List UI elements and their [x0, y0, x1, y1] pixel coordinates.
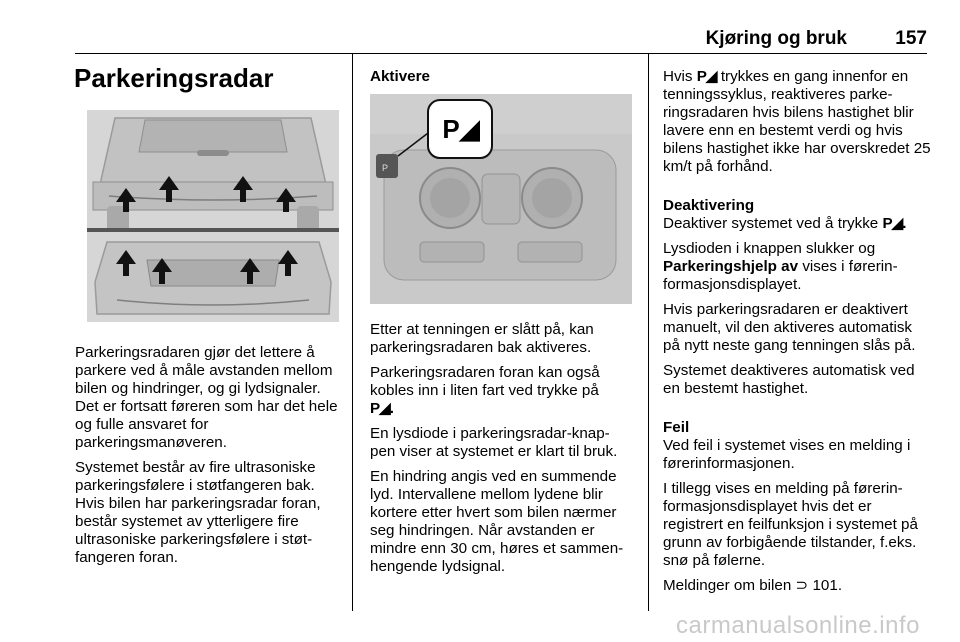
parking-symbol: P◢. [882, 215, 906, 232]
manual-deactivation-paragraph: Hvis parkeringsradaren er deaktivert manuelt, vil den aktiveres automatisk på nytt neste gang tenningen slås på. [663, 301, 916, 354]
reactivate-pre: Hvis [663, 68, 693, 85]
front-radar-paragraph [370, 364, 635, 418]
front-radar-text: Parkeringsradaren foran kan også kobles inn i liten fart ved trykke på [370, 364, 600, 399]
messages-reference: Meldinger om bilen ⊃ 101. [663, 577, 843, 594]
auto-deactivation-paragraph: Systemet deaktiveres automatisk ved en bestemt hastighet. [663, 362, 915, 397]
led-off-post: vises i førerin-formasjonsdisplayet. [663, 258, 898, 293]
heading-aktivere: Aktivere [370, 68, 430, 85]
dashboard-button-illustration [370, 94, 632, 304]
column-2 [370, 321, 635, 583]
intro-paragraph: Parkeringsradaren gjør det lettere å parkere ved å måle avstanden mellom bilen og hindringer, og gi lydsignaler. Det er fortsatt føreren som har det hele og fulle ansvaret for parkeringsmanøveren. [75, 344, 338, 451]
bumper-sensor-drawing [87, 110, 339, 322]
heading-feil: Feil [663, 419, 690, 436]
page-number: 157 [895, 28, 927, 49]
column-3 [663, 68, 931, 602]
led-off-pre: Lysdioden i knappen slukker og [663, 240, 876, 257]
parking-button-callout: P◢ [442, 114, 480, 144]
activation-paragraph: Etter at tenningen er slått på, kan parkeringsradaren bak aktiveres. [370, 321, 594, 356]
system-paragraph: Systemet består av fire ultrasoniske parkeringsfølere i støtfangeren bak. Hvis bilen har parkeringsradar foran, består systemet av ytterligere fire ultrasoniske parkeringsfølere i støt-fangeren foran. [75, 459, 321, 566]
heading-deaktivering: Deaktivering [663, 197, 755, 214]
reactivate-post: trykkes en gang innenfor en tenningssyklus, reaktiveres parke-ringsradaren hvis bilens hastighet blir lavere enn en bestemt verdi og hvis bilens hastighet ikke har overskredet 25 km/t på forhånd. [663, 68, 931, 175]
parking-symbol: P◢ [696, 68, 717, 85]
led-off-paragraph [663, 240, 931, 294]
column-1 [75, 344, 345, 574]
bumper-sensor-illustration [87, 110, 339, 322]
watermark: carmanualsonline.info [676, 612, 920, 639]
page-header [75, 28, 927, 50]
parking-off-message: Parkeringshjelp av [663, 258, 799, 275]
header-title: Kjøring og bruk [705, 28, 847, 49]
parking-symbol: P◢. [370, 400, 394, 417]
deactivate-text: Deaktiver systemet ved å trykke [663, 215, 879, 232]
reactivate-paragraph [663, 68, 931, 176]
svg-text:P: P [382, 163, 389, 173]
column-divider-2 [648, 54, 649, 611]
buzzer-paragraph: En hindring angis ved en summende lyd. Intervallene mellom lydene blir kortere etter hvert som bilen nærmer seg hindringen. Når avstanden er mindre enn 30 cm, høres et sammen-hengende lydsignal. [370, 468, 624, 575]
column-divider-1 [352, 54, 353, 611]
dashboard-drawing [370, 94, 632, 304]
section-title: Parkeringsradar [74, 63, 274, 93]
fault-paragraph: Ved feil i systemet vises en melding i førerinformasjonen. [663, 437, 911, 472]
column-2-heading-block [370, 68, 635, 86]
led-paragraph: En lysdiode i parkeringsradar-knap-pen viser at systemet er klart til bruk. [370, 425, 618, 460]
fault-extra-paragraph: I tillegg vises en melding på førerin-formasjonsdisplayet hvis det er registrert en feilfunksjon i systemet på grunn av forbigående tilstander, f.eks. snø på følerne. [663, 480, 918, 569]
deactivate-paragraph [663, 215, 931, 233]
header-rule [75, 53, 927, 54]
